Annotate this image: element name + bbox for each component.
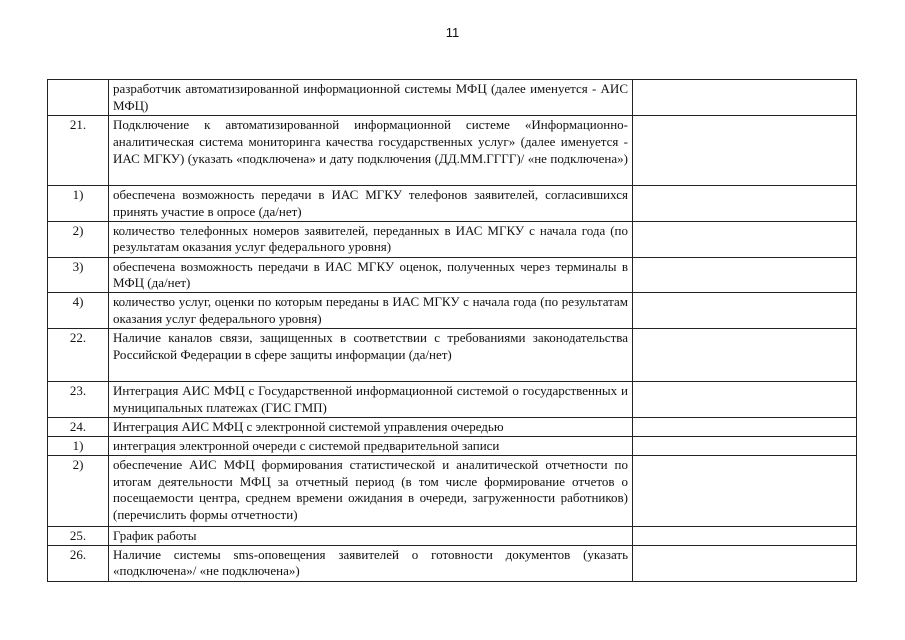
row-value-cell [633,257,857,293]
row-value-cell [633,116,857,186]
table-row [48,545,857,581]
row-text: Интеграция АИС МФЦ с Государственной информационной системой о государственных и муниципальных платежах (ГИС ГМП) [109,382,633,418]
row-number: 26. [48,545,109,581]
questionnaire-table [47,79,857,582]
row-number: 23. [48,382,109,418]
table-row [48,221,857,257]
row-number: 1) [48,186,109,222]
table-row [48,455,857,526]
row-text: Подключение к автоматизированной информационной системе «Информационно-аналитическая система мониторинга качества государственных услуг» (далее именуется - ИАС МГКУ) (указать «подключена» и дату подключения (ДД.ММ.ГГГГ)/ «не подключена») [109,116,633,186]
row-value-cell [633,418,857,437]
row-value-cell [633,80,857,116]
row-value-cell [633,186,857,222]
table-row [48,186,857,222]
row-number: 2) [48,221,109,257]
row-value-cell [633,221,857,257]
page-number: 11 [445,25,460,40]
row-value-cell [633,293,857,329]
table-row [48,382,857,418]
row-number: 4) [48,293,109,329]
table-row [48,329,857,382]
row-text: разработчик автоматизированной информационной системы МФЦ (далее именуется - АИС МФЦ) [109,80,633,116]
row-text: обеспечена возможность передачи в ИАС МГКУ телефонов заявителей, согласившихся принять участие в опросе (да/нет) [109,186,633,222]
row-value-cell [633,545,857,581]
row-value-cell [633,382,857,418]
table-row [48,293,857,329]
row-number: 24. [48,418,109,437]
row-number: 22. [48,329,109,382]
row-value-cell [633,436,857,455]
row-text: количество телефонных номеров заявителей, переданных в ИАС МГКУ с начала года (по результатам оказания услуг федерального уровня) [109,221,633,257]
table-row [48,418,857,437]
row-number: 21. [48,116,109,186]
row-number: 1) [48,436,109,455]
table-row [48,257,857,293]
row-text: Интеграция АИС МФЦ с электронной системой управления очередью [109,418,633,437]
row-text: Наличие каналов связи, защищенных в соответствии с требованиями законодательства Российской Федерации в сфере защиты информации (да/нет) [109,329,633,382]
table-row [48,80,857,116]
row-text: количество услуг, оценки по которым переданы в ИАС МГКУ с начала года (по результатам оказания услуг федерального уровня) [109,293,633,329]
row-text: обеспечена возможность передачи в ИАС МГКУ оценок, полученных через терминалы в МФЦ (да/нет) [109,257,633,293]
table-row [48,116,857,186]
row-number: 3) [48,257,109,293]
table-row [48,526,857,545]
row-text: интеграция электронной очереди с системой предварительной записи [109,436,633,455]
row-text: График работы [109,526,633,545]
row-number [48,80,109,116]
row-text: обеспечение АИС МФЦ формирования статистической и аналитической отчетности по итогам деятельности МФЦ за отчетный период (в том числе формирование отчетов о посещаемости центра, среднем времени ожидания в очереди, загруженности работников) (перечислить формы отчетности) [109,455,633,526]
row-number: 25. [48,526,109,545]
row-value-cell [633,329,857,382]
row-value-cell [633,455,857,526]
row-value-cell [633,526,857,545]
table-row [48,436,857,455]
row-number: 2) [48,455,109,526]
row-text: Наличие системы sms-оповещения заявителей о готовности документов (указать «подключена»/ «не подключена») [109,545,633,581]
